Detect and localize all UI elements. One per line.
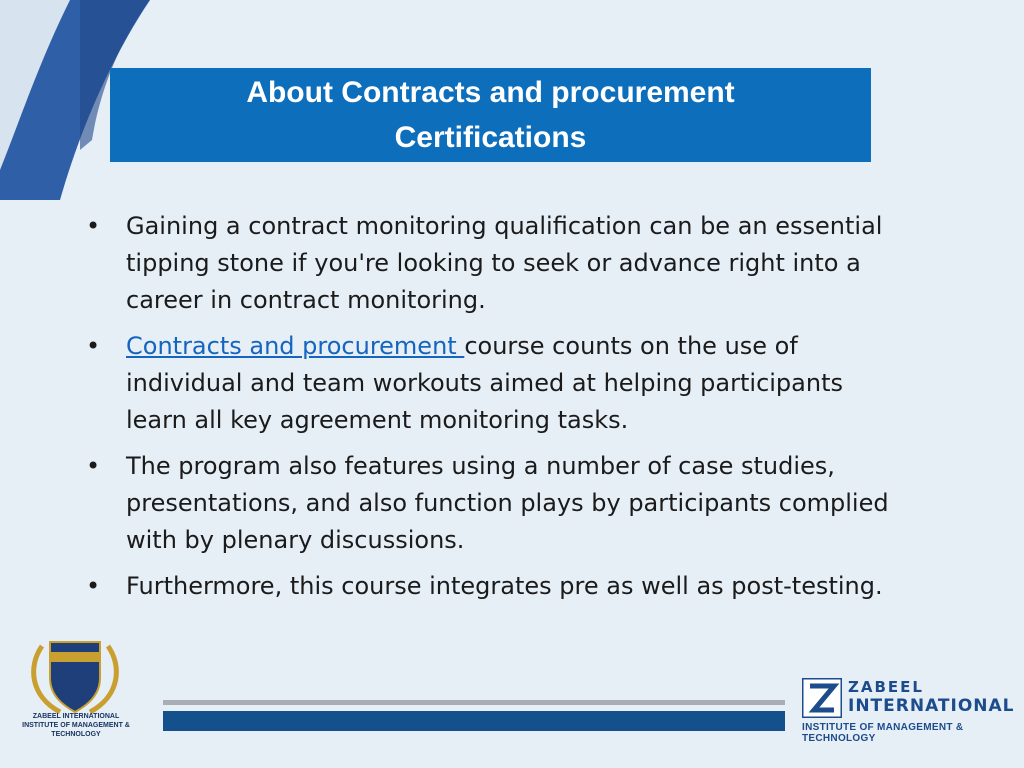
brand-word1: ZABEEL bbox=[848, 678, 924, 696]
bullet-text: Furthermore, this course integrates pre as well as post-testing. bbox=[126, 572, 883, 600]
bullet-dot: • bbox=[86, 572, 101, 600]
bullet-item bbox=[82, 328, 902, 439]
zabeel-international-logo bbox=[802, 676, 1022, 744]
bullet-item bbox=[82, 568, 902, 605]
brand-tagline: INSTITUTE OF MANAGEMENT & TECHNOLOGY bbox=[802, 722, 964, 744]
z-logo-icon bbox=[802, 678, 842, 718]
bullet-text: The program also features using a number of case studies, presentations, and also function plays by participants complied with by plenary discussions. bbox=[126, 452, 889, 554]
bullet-text: course counts on the use of individual and team workouts aimed at helping participants learn all key agreement monitoring tasks. bbox=[126, 332, 843, 434]
brand-word2: INTERNATIONAL bbox=[848, 696, 1015, 716]
bullet-list bbox=[82, 208, 902, 614]
bullet-item bbox=[82, 208, 902, 319]
contracts-procurement-link[interactable]: Contracts and procurement bbox=[126, 332, 465, 360]
slide-title-line1: About Contracts and procurement bbox=[246, 76, 735, 109]
bullet-dot: • bbox=[86, 332, 101, 360]
shield-laurel-icon bbox=[20, 636, 130, 716]
left-institute-line1: ZABEEL INTERNATIONAL bbox=[32, 713, 120, 720]
slide-title-banner bbox=[110, 68, 871, 162]
footer-gray-bar bbox=[163, 700, 785, 705]
footer-blue-bar bbox=[163, 711, 785, 731]
left-institute-name bbox=[2, 712, 150, 739]
left-institute-line2: INSTITUTE OF MANAGEMENT & TECHNOLOGY bbox=[22, 722, 130, 738]
academy-badge-logo bbox=[20, 636, 130, 716]
bullet-text: Gaining a contract monitoring qualification can be an essential tipping stone if you're looking to seek or advance right into a career in contract monitoring. bbox=[126, 212, 883, 314]
bullet-item bbox=[82, 448, 902, 559]
bullet-dot: • bbox=[86, 212, 101, 240]
bullet-dot: • bbox=[86, 452, 101, 480]
slide-title-line2: Certifications bbox=[394, 121, 587, 154]
